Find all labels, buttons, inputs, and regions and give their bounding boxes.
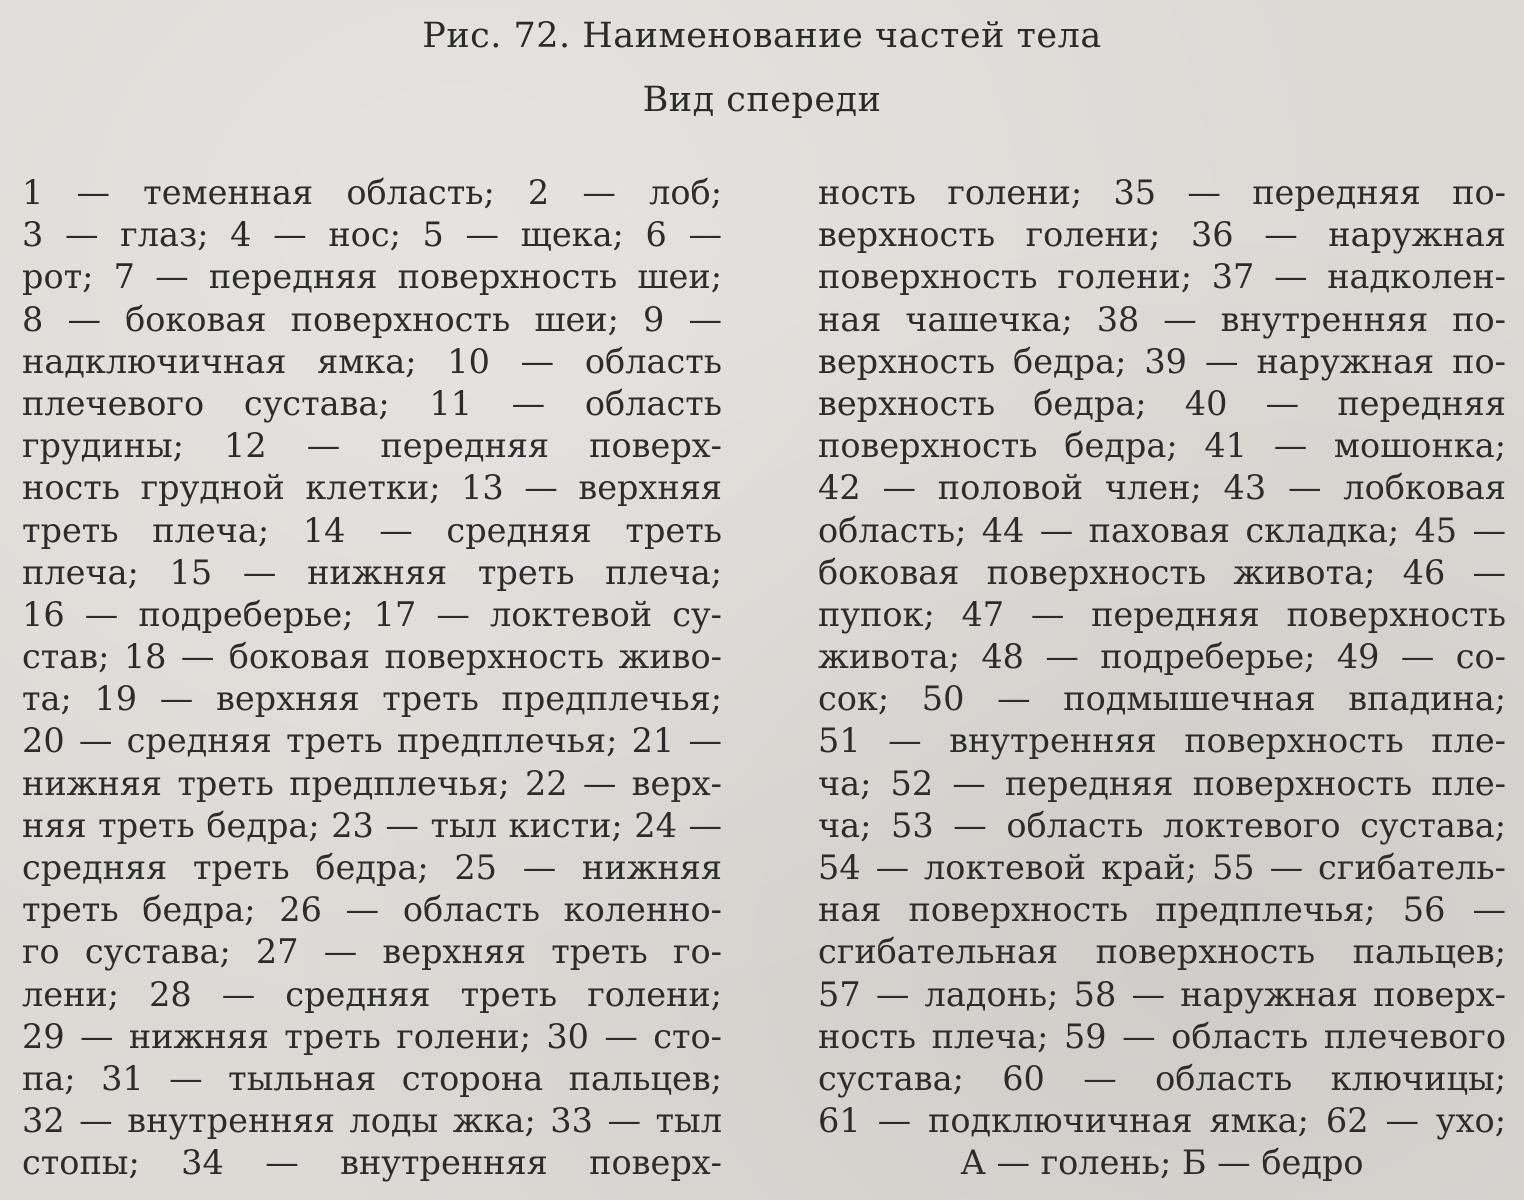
- legend-line: верхность голени; 36 — наружная: [818, 215, 1506, 255]
- legend-line: ность голени; 35 — передняя по-: [818, 173, 1506, 212]
- legend-line: 20 — средняя треть предплечья; 21 —: [22, 721, 722, 761]
- legend-line: боковая поверхность живота; 46 —: [818, 552, 1506, 592]
- legend-line: ча; 52 — передняя поверхность пле-: [818, 763, 1506, 803]
- legend-line: плеча; 15 — нижняя треть плеча;: [22, 552, 722, 592]
- view-title: Вид спереди: [642, 80, 882, 120]
- legend-line: го сустава; 27 — верхняя треть го-: [22, 932, 722, 972]
- figure-title: Рис. 72. Наименование частей тела: [422, 16, 1102, 56]
- legend-line: сустава; 60 — область ключицы;: [818, 1058, 1506, 1098]
- legend-line: 29 — нижняя треть голени; 30 — сто-: [22, 1016, 722, 1056]
- legend-line: 32 — внутренняя лоды жка; 33 — тыл: [22, 1101, 722, 1141]
- legend-line: плечевого сустава; 11 — область: [22, 383, 722, 423]
- legend-line: треть плеча; 14 — средняя треть: [22, 510, 722, 550]
- legend-line: область; 44 — паховая складка; 45 —: [818, 510, 1506, 550]
- legend-line: средняя треть бедра; 25 — нижняя: [22, 848, 722, 887]
- legend-line: 8 — боковая поверхность шеи; 9 —: [22, 299, 722, 339]
- legend-line: сгибательная поверхность пальцев;: [818, 932, 1506, 972]
- legend-line: ность плеча; 59 — область плечевого: [818, 1016, 1506, 1056]
- legend-line: живота; 48 — подреберье; 49 — со-: [818, 637, 1506, 677]
- legend-line: грудины; 12 — передняя поверх-: [22, 426, 722, 466]
- legend-right-column: [818, 172, 1506, 1185]
- legend-line: ная чашечка; 38 — внутренняя по-: [818, 299, 1506, 339]
- legend-line: 51 — внутренняя поверхность пле-: [818, 721, 1506, 761]
- legend-line: ча; 53 — область локтевого сустава;: [818, 805, 1506, 845]
- legend-line: рот; 7 — передняя поверхность шеи;: [22, 257, 722, 297]
- legend-line: поверхность голени; 37 — надколен-: [818, 257, 1506, 297]
- legend-line: верхность бедра; 40 — передняя: [818, 383, 1506, 423]
- legend-line: став; 18 — боковая поверхность живо-: [22, 637, 722, 677]
- legend-line: верхность бедра; 39 — наружная по-: [818, 341, 1506, 381]
- legend-line: поверхность бедра; 41 — мошонка;: [818, 426, 1506, 466]
- legend-line: та; 19 — верхняя треть предплечья;: [22, 679, 722, 719]
- legend-line: 57 — ладонь; 58 — наружная поверх-: [818, 974, 1506, 1014]
- legend-line: па; 31 — тыльная сторона пальцев;: [22, 1058, 722, 1098]
- legend-line: треть бедра; 26 — область коленно-: [22, 890, 722, 930]
- legend-line: ная поверхность предплечья; 56 —: [818, 890, 1506, 930]
- legend-line: няя треть бедра; 23 — тыл кисти; 24 —: [22, 805, 722, 845]
- legend-line: надключичная ямка; 10 — область: [22, 341, 722, 381]
- legend-line: 54 — локтевой край; 55 — сгибатель-: [818, 848, 1506, 887]
- legend-line: 3 — глаз; 4 — нос; 5 — щека; 6 —: [22, 215, 722, 255]
- legend-line: 1 — теменная область; 2 — лоб;: [22, 173, 722, 212]
- legend-line: стопы; 34 — внутренняя поверх-: [22, 1143, 722, 1183]
- legend-line: ность грудной клетки; 13 — верхняя: [22, 468, 722, 508]
- legend-line: нижняя треть предплечья; 22 — верх-: [22, 763, 722, 803]
- legend-line-final: А — голень; Б — бедро: [960, 1143, 1364, 1183]
- legend-line: 61 — подключичная ямка; 62 — ухо;: [818, 1101, 1506, 1141]
- legend-line: пупок; 47 — передняя поверхность: [818, 594, 1506, 634]
- legend-line: 16 — подреберье; 17 — локтевой су-: [22, 594, 722, 634]
- legend-line: лени; 28 — средняя треть голени;: [22, 974, 722, 1014]
- legend-line: 42 — половой член; 43 — лобковая: [818, 468, 1506, 508]
- legend-line: сок; 50 — подмышечная впадина;: [818, 679, 1506, 719]
- legend-left-column: [22, 172, 722, 1185]
